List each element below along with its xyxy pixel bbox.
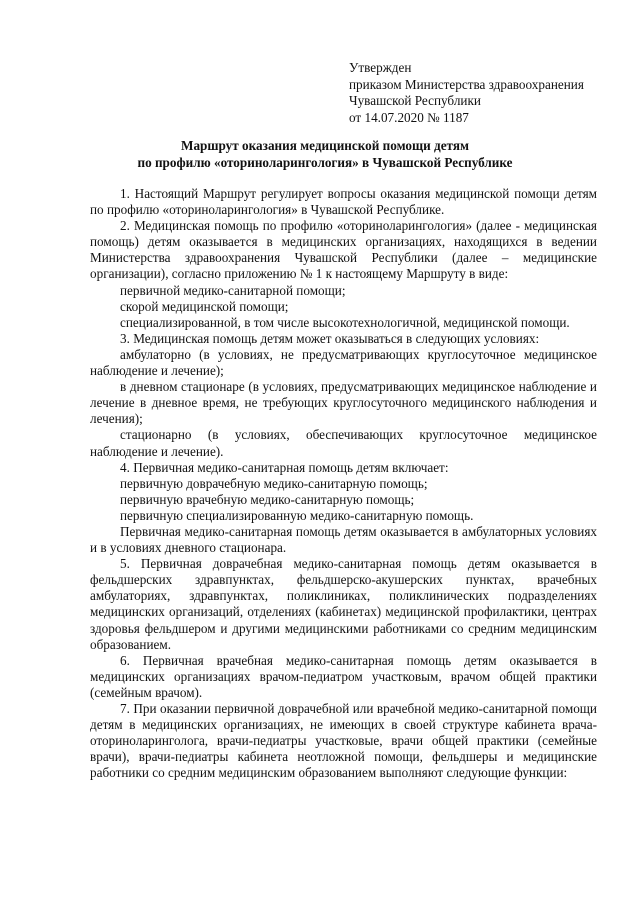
paragraph: 7. При оказании первичной доврачебной или врачебной медико-санитарной помощи детям в медицинских организациях, не имеющих в своей структуре кабинета врача-оториноларинголога, врачи-педиатры участковые, врачи общей практики (семейные врачи), врачи-педиатры кабинета неотложной помощи, фельдшеры и медицинские работники со средним медицинским образованием выполняют следующие функции: bbox=[90, 701, 597, 781]
paragraph: амбулаторно (в условиях, не предусматривающих круглосуточное медицинское наблюдение и лечение); bbox=[90, 346, 597, 379]
paragraph: стационарно (в условиях, обеспечивающих круглосуточное медицинское наблюдение и лечение). bbox=[90, 427, 597, 459]
title-line: Маршрут оказания медицинской помощи детям bbox=[181, 138, 469, 153]
approval-date-line: от 14.07.2020 № 1187 bbox=[349, 109, 469, 125]
paragraph: Первичная медико-санитарная помощь детям оказывается в амбулаторных условиях и в условиях дневного стационара. bbox=[90, 523, 597, 556]
paragraph: первичную специализированную медико-санитарную помощь. bbox=[120, 507, 474, 523]
approval-line: Чувашской Республики bbox=[349, 93, 481, 108]
title-line: по профилю «оториноларингология» в Чувашской Республике bbox=[137, 154, 513, 170]
paragraph: 6. Первичная врачебная медико-санитарная помощь детям оказывается в медицинских организациях врачом-педиатром участковым, врачом общей практики (семейным врачом). bbox=[90, 652, 597, 700]
paragraph: первичной медико-санитарной помощи; bbox=[120, 282, 346, 298]
document-title bbox=[90, 138, 560, 171]
paragraph: 1. Настоящий Маршрут регулирует вопросы оказания медицинской помощи детям по профилю «оториноларингология» в Чувашской Республике. bbox=[90, 186, 597, 218]
paragraph: первичную врачебную медико-санитарную помощь; bbox=[120, 491, 415, 507]
approval-block bbox=[349, 60, 629, 126]
document-body bbox=[90, 186, 597, 781]
paragraph: 2. Медицинская помощь по профилю «оториноларингология» (далее - медицинская помощь) детям оказывается в медицинских организациях, находящихся в ведении Министерства здравоохранения Чувашской Республики (далее – медицинские организации), согласно приложению № 1 к настоящему Маршруту в виде: bbox=[90, 218, 597, 282]
paragraph: первичную доврачебную медико-санитарную помощь; bbox=[120, 475, 428, 491]
paragraph: 5. Первичная доврачебная медико-санитарная помощь детям оказывается в фельдшерских здравпунктах, фельдшерско-акушерских пунктах, врачебных амбулаториях, здравпунктах, поликлиниках, поликлинических подразделениях медицинских организаций, отделениях (кабинетах) медицинской профилактики, центрах здоровья фельдшером и другими медицинскими работниками со средним медицинским образованием. bbox=[90, 556, 597, 652]
paragraph: специализированной, в том числе высокотехнологичной, медицинской помощи. bbox=[120, 314, 570, 330]
approval-line: Утвержден bbox=[349, 60, 412, 75]
paragraph: 3. Медицинская помощь детям может оказываться в следующих условиях: bbox=[120, 330, 540, 346]
approval-line: приказом Министерства здравоохранения bbox=[349, 76, 584, 92]
paragraph: 4. Первичная медико-санитарная помощь детям включает: bbox=[120, 459, 449, 475]
paragraph: в дневном стационаре (в условиях, предусматривающих медицинское наблюдение и лечение в дневное время, не требующих круглосуточного медицинского наблюдения и лечения); bbox=[90, 379, 597, 427]
paragraph: скорой медицинской помощи; bbox=[120, 298, 289, 314]
